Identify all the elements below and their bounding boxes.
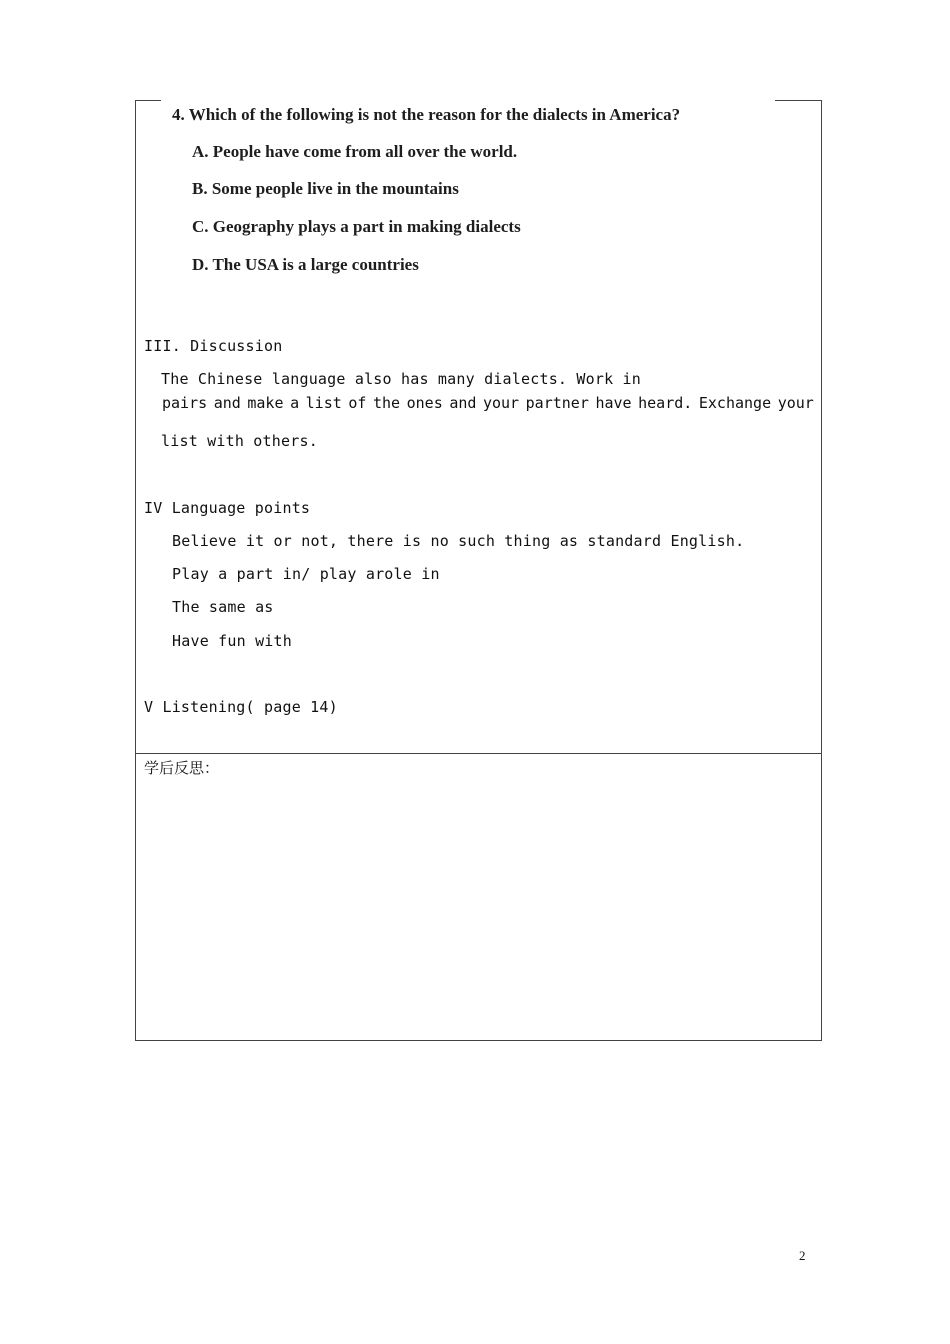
language-point-1: Believe it or not, there is no such thing as standard English. [172, 532, 745, 550]
word: heard. [638, 394, 693, 412]
option-a: A. People have come from all over the world. [192, 142, 518, 161]
listening-heading: V Listening( page 14) [144, 698, 338, 716]
option-c: C. Geography plays a part in making dialects [192, 217, 521, 236]
language-point-2: Play a part in/ play arole in [172, 565, 440, 583]
word: Exchange [698, 394, 772, 412]
language-points-heading: IV Language points [144, 499, 311, 517]
discussion-line-1: The Chinese language also has many dialects. Work in [161, 370, 641, 388]
discussion-heading: III. Discussion [144, 337, 283, 355]
word: your [482, 394, 520, 412]
word: partner [525, 394, 589, 412]
word: list [305, 394, 342, 412]
word: the [372, 394, 401, 412]
question-stem: 4. Which of the following is not the reason for the dialects in America? [172, 105, 681, 124]
word: ones [406, 394, 443, 412]
reflection-label: 学后反思： [144, 759, 220, 777]
word: and [449, 394, 477, 412]
word: make [247, 394, 284, 412]
word: of [348, 394, 367, 412]
page-number: 2 [799, 1248, 806, 1263]
table-row-divider [135, 753, 822, 754]
discussion-line-3: list with others. [161, 432, 318, 450]
word: your [777, 394, 814, 412]
language-point-3: The same as [172, 598, 274, 616]
word: pairs [162, 394, 208, 412]
option-d: D. The USA is a large countries [192, 255, 419, 274]
option-b: B. Some people live in the mountains [192, 179, 459, 198]
word: a [290, 394, 300, 412]
discussion-line-2 [162, 394, 814, 412]
word: have [595, 394, 632, 412]
language-point-4: Have fun with [172, 632, 292, 650]
word: and [213, 394, 241, 412]
